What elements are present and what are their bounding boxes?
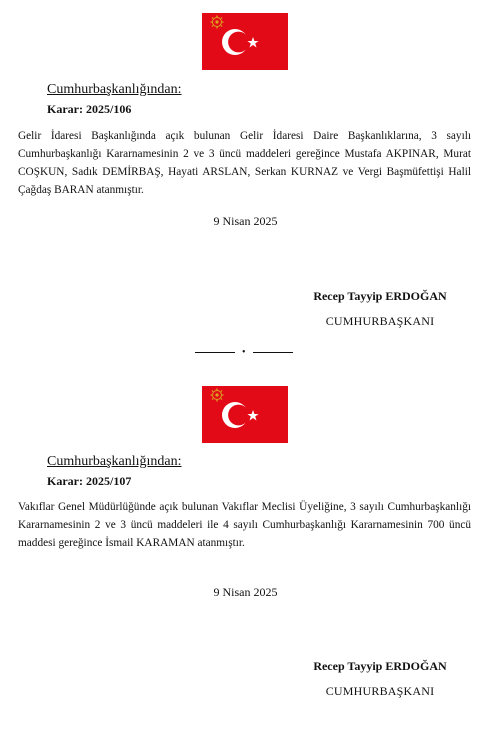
separator-line-left xyxy=(195,352,235,353)
issuer-heading: Cumhurbaşkanlığından: xyxy=(47,454,182,469)
presidential-flag-icon xyxy=(202,386,288,443)
decree-body-text: Vakıflar Genel Müdürlüğünde açık bulunan Vakıflar Meclisi Üyeliğine, 3 sayılı Cumhurbaşkanlığı Kararnamesinin 2 ve 3 üncü maddeleri ile 4 sayılı Cumhurbaşkanlığı Kararnamesinin 700 üncü maddesi gereğince İsmail KARAMAN atanmıştır. xyxy=(18,501,471,549)
decree-body-text: Gelir İdaresi Başkanlığında açık bulunan Gelir İdaresi Daire Başkanlıklarına, 3 sayılı Cumhurbaşkanlığı Kararnamesinin 2 ve 3 üncü maddeleri gereğince Mustafa AKPINAR, Murat COŞKUN, Sadık DEMİRBAŞ, Hayati ARSLAN, Serkan KURNAZ ve Vergi Başmüfettişi Halil Çağdaş BARAN atanmıştır. xyxy=(18,130,471,196)
section-separator xyxy=(195,343,295,363)
decree-body xyxy=(18,127,471,199)
decree-body xyxy=(18,498,471,552)
signer-name xyxy=(300,289,460,304)
signer-first-name: Recep Tayyip xyxy=(313,659,383,673)
separator-line-right xyxy=(253,352,293,353)
separator-dot: • xyxy=(242,347,246,358)
signer-last-name: ERDOĞAN xyxy=(385,659,447,673)
signature-block xyxy=(300,659,460,699)
signer-last-name: ERDOĞAN xyxy=(385,289,447,303)
presidential-flag-icon xyxy=(202,13,288,70)
decision-number: Karar: 2025/107 xyxy=(47,474,132,488)
signature-block xyxy=(300,289,460,329)
decree-date: 9 Nisan 2025 xyxy=(213,585,278,599)
decree-date: 9 Nisan 2025 xyxy=(213,214,278,228)
decision-number: Karar: 2025/106 xyxy=(47,102,132,116)
signer-first-name: Recep Tayyip xyxy=(313,289,383,303)
signer-title: CUMHURBAŞKANI xyxy=(325,314,435,328)
signer-name xyxy=(300,659,460,674)
issuer-heading: Cumhurbaşkanlığından: xyxy=(47,82,182,97)
signer-title: CUMHURBAŞKANI xyxy=(325,684,435,698)
